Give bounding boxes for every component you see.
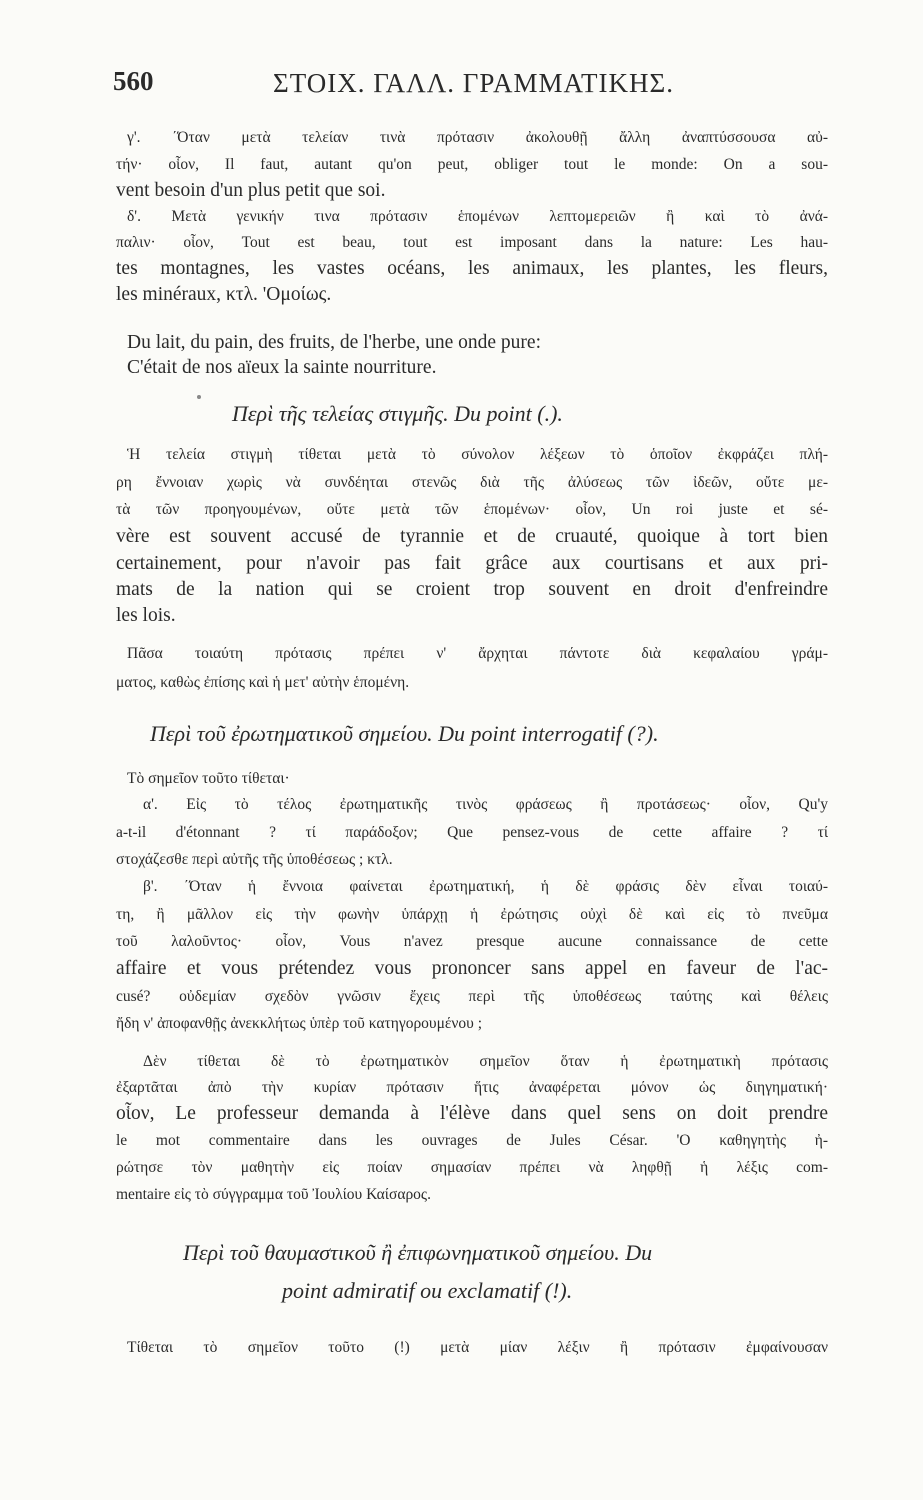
text-line: affaire et vous prétendez vous prononcer sans appel en faveur de l'ac- xyxy=(116,958,828,979)
text-line: οἷον, Le professeur demanda à l'élève dans quel sens on doit prendre xyxy=(116,1103,828,1124)
text-line: ματος, καθὼς ἐπίσης καὶ ἡ μετ' αὐτὴν ἑπομένη. xyxy=(116,674,410,691)
text-line: ρώτησε τὸν μαθητὴν εἰς ποίαν σημασίαν πρέπει νὰ ληφθῇ ἡ λέξις com- xyxy=(116,1159,828,1176)
text-line: les minéraux, κτλ. 'Ομοίως. xyxy=(116,284,332,305)
text-line: α'. Εἰς τὸ τέλος ἐρωτηματικῆς τινὸς φράσεως ἢ προτάσεως· οἷον, Qu'y xyxy=(143,796,828,813)
text-line: Τὸ σημεῖον τοῦτο τίθεται· xyxy=(127,770,290,787)
text-line: Ἡ τελεία στιγμὴ τίθεται μετὰ τὸ σύνολον λέξεων τὸ ὁποῖον ἐκφράζει πλή- xyxy=(127,446,828,463)
text-line: γ'. ΄Όταν μετὰ τελείαν τινὰ πρότασιν ἀκολουθῇ ἄλλη ἀναπτύσσουσα αὐ- xyxy=(127,129,828,146)
page-number: 560 xyxy=(113,66,154,96)
text-line: Δὲν τίθεται δὲ τὸ ἐρωτηματικὸν σημεῖον ὅταν ἡ ἐρωτηματικὴ πρότασις xyxy=(143,1053,828,1070)
text-line: vent besoin d'un plus petit que soi. xyxy=(116,180,386,201)
text-line: mats de la nation qui se croient trop souvent en droit d'enfreindre xyxy=(116,579,828,600)
text-line: a-t-il d'étonnant ? τί παράδοξον; Que pensez-vous de cette affaire ? τί xyxy=(116,824,828,841)
text-line: certainement, pour n'avoir pas fait grâce aux courtisans et aux pri- xyxy=(116,553,828,574)
text-line: τη, ἢ μᾶλλον εἰς τὴν φωνὴν ὑπάρχῃ ἡ ἐρώτησις οὐχὶ δὲ καὶ εἰς τὸ πνεῦμα xyxy=(116,906,828,923)
section-heading: Περὶ τοῦ ἐρωτηματικοῦ σημείου. Du point interrogatif (?). xyxy=(150,721,659,746)
text-line: τοῦ λαλοῦντος· οἷον, Vous n'avez presque aucune connaissance de cette xyxy=(116,933,828,950)
text-line: ἤδη ν' ἀποφανθῇς ἀνεκκλήτως ὑπὲρ τοῦ κατηγορουμένου ; xyxy=(116,1015,483,1032)
stray-mark xyxy=(197,395,201,399)
text-line: στοχάζεσθε περὶ αὐτῆς τῆς ὑποθέσεως ; κτλ. xyxy=(116,851,393,868)
page-header xyxy=(113,66,833,106)
text-line: τήν· οἷον, Il faut, autant qu'on peut, obliger tout le monde: On a sou- xyxy=(116,156,828,173)
text-line: mentaire εἰς τὸ σύγγραμμα τοῦ Ἰουλίου Καίσαρος. xyxy=(116,1186,431,1203)
section-heading: Περὶ τῆς τελείας στιγμῆς. Du point (.). xyxy=(232,401,563,426)
text-line: cusé? οὐδεμίαν σχεδὸν γνῶσιν ἔχεις περὶ τῆς ὑποθέσεως ταύτης καὶ θέλεις xyxy=(116,988,828,1005)
text-line: β'. ΄Όταν ἡ ἔννοια φαίνεται ἐρωτηματική, ἡ δὲ φράσις δὲν εἶναι τοιαύ- xyxy=(143,878,828,895)
text-line: δ'. Μετὰ γενικήν τινα πρότασιν ἑπομένων λεπτομερειῶν ἢ καὶ τὸ ἀνά- xyxy=(127,208,828,225)
text-line: ἐξαρτᾶται ἀπὸ τὴν κυρίαν πρότασιν ἥτις ἀναφέρεται μόνον ὡς διηγηματική· xyxy=(116,1079,828,1096)
text-line: Τίθεται τὸ σημεῖον τοῦτο (!) μετὰ μίαν λέξιν ἢ πρότασιν ἐμφαίνουσαν xyxy=(127,1339,828,1356)
section-heading: Περὶ τοῦ θαυμαστικοῦ ἢ ἐπιφωνηματικοῦ σημείου. Du xyxy=(183,1240,653,1265)
text-line: παλιν· οἷον, Tout est beau, tout est imposant dans la nature: Les hau- xyxy=(116,234,828,251)
text-line: les lois. xyxy=(116,605,176,626)
text-line: le mot commentaire dans les ouvrages de Jules César. 'Ο καθηγητὴς ἠ- xyxy=(116,1132,828,1149)
running-title: ΣΤΟΙΧ. ΓΑΛΛ. ΓΡΑΜΜΑΤΙΚΗΣ. xyxy=(273,68,674,98)
text-line: ρη ἔννοιαν χωρὶς νὰ συνδέηται στενῶς διὰ τῆς ἀλύσεως τῶν ἰδεῶν, οὔτε με- xyxy=(116,474,828,491)
text-line: Πᾶσα τοιαύτη πρότασις πρέπει ν' ἄρχηται πάντοτε διὰ κεφαλαίου γράμ- xyxy=(127,645,828,662)
verse-line: C'était de nos aïeux la sainte nourriture. xyxy=(127,357,437,378)
text-line: τὰ τῶν προηγουμένων, οὔτε μετὰ τῶν ἑπομένων· οἷον, Un roi juste et sé- xyxy=(116,501,828,518)
section-heading-continued: point admiratif ou exclamatif (!). xyxy=(282,1278,573,1303)
text-line: tes montagnes, les vastes océans, les animaux, les plantes, les fleurs, xyxy=(116,258,828,279)
text-line: vère est souvent accusé de tyrannie et de cruauté, quoique à tort bien xyxy=(116,526,828,547)
verse-line: Du lait, du pain, des fruits, de l'herbe, une onde pure: xyxy=(127,332,541,353)
